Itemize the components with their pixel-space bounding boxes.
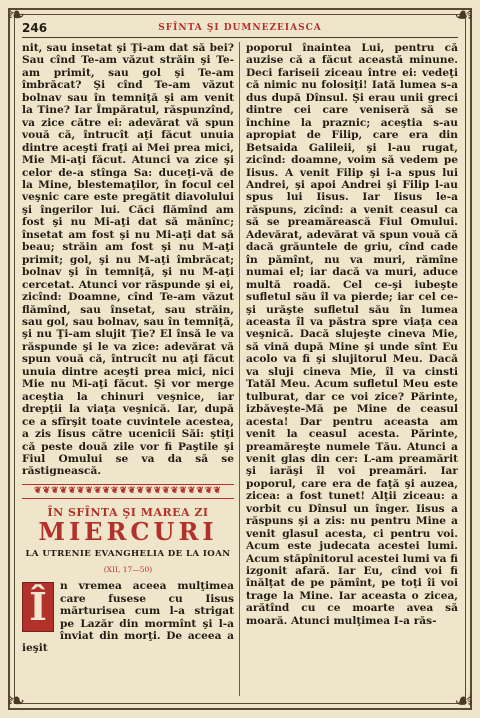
- ornamental-divider: ❦❦❦❦❦❦❦❦❦❦❦❦❦❦❦❦❦❦❦❦❦❦: [22, 484, 234, 499]
- left-column: [22, 42, 234, 696]
- page-header: [22, 20, 458, 38]
- scripture-reference: (XII, 17—50): [103, 564, 153, 574]
- gospel-start-text: n vremea aceea mulţimea care fusese cu Iisus mărturisea cum l-a strigat pe Lazăr din mormînt şi l-a înviat din morţi. De aceea a ieşit: [22, 580, 234, 655]
- corner-flourish-icon: ❧: [6, 3, 26, 28]
- corner-flourish-icon: ❧: [6, 689, 26, 714]
- text-columns: [22, 42, 458, 696]
- right-column: [246, 42, 458, 696]
- feast-day: MIERCURI: [38, 517, 218, 547]
- corner-flourish-icon: ☙: [454, 689, 474, 714]
- header-rule: [22, 37, 458, 38]
- feast-title: ÎN SFÎNTA ŞI MAREA ZI: [47, 505, 209, 519]
- page-number: 246: [22, 21, 48, 35]
- column-divider: [239, 42, 240, 696]
- gospel-reading: [22, 580, 234, 655]
- gospel-heading: LA UTRENIE EVANGHELIA DE LA IOAN: [25, 549, 231, 560]
- corner-flourish-icon: ☙: [454, 3, 474, 28]
- running-title: SFÎNTA ŞI DUMNEZEIASCA: [158, 23, 322, 33]
- drop-cap: Î: [22, 582, 54, 632]
- right-column-text: poporul înaintea Lui, pentru că auzise că a făcut această minune. Deci fariseii ziceau între ei: vedeţi că nimic nu folosiţi! Iată lumea s-a dus după Dînsul. Şi erau unii greci dintre cei care veniseră să se închine la praznic; aceştia s-au apropiat de Filip, care era din Betsaida Galileii, şi l-au rugat, zicînd: doamne, voim să vedem pe Iisus. A venit Filip şi i-a spus lui Andrei, şi apoi Andrei şi Filip l-au spus lui Iisus. Iar Iisus le-a răspuns, zicînd: a venit ceasul ca să se preamărească Fiul Omului. Adevărat, adevărat vă spun vouă că dacă grăuntele de griu, cînd cade în pămînt, nu va muri, rămîne numai el; iar dacă va muri, aduce multă roadă. Cel ce-şi iubeşte sufletul său îl va pierde; iar cel ce-şi urăşte sufletul său în lumea aceasta îl va păstra spre viaţa cea veşnică. Dacă slujeşte cineva Mie, să vină după Mine şi unde sînt Eu acolo va fi şi slujitorul Meu. Dacă va sluji cineva Mie, îl va cinsti Tatăl Meu. Acum sufletul Meu este tulburat, dar ce voi zice? Părinte, izbăveşte-Mă pe Mine de ceasul acesta! Dar pentru aceasta am venit la ceasul acesta. Părinte, preamăreşte numele Tău. Atunci a venit glas din cer: L-am preamărit şi iarăşi îl voi preamări. Iar poporul, care era de faţă şi auzea, zicea: a fost tunet! Alţii ziceau: a vorbit cu Dînsul un înger. Iisus a răspuns şi a zis: nu pentru Mine a venit glasul acesta, ci pentru voi. Acum este judecata acestei lumi. Acum stăpînitorul acestei lumi va fi izgonit afară. Iar Eu, cînd voi fi înălţat de pe pămînt, pe toţi îi voi trage la Mine. Iar aceasta o zicea, arătînd cu ce moarte avea să moară. Atunci mulţimea I-a răs-: [246, 42, 458, 627]
- left-column-text: nit, sau insetat şi Ţi-am dat să bei? Sau cînd Te-am văzut străin şi Te-am primit, sau gol şi Te-am îmbrăcat? Şi cînd Te-am văzut bolnav sau în temniţă şi am venit la Tine? Iar Împăratul, răspunzînd, va zice către ei: adevărat vă spun vouă că, întrucît aţi făcut unuia dintre aceşti fraţi ai Mei prea mici, Mie Mi-aţi făcut. Atunci va zice şi celor de-a stînga Sa: duceţi-vă de la Mine, blestemaţilor, în focul cel veşnic care este pregătit diavolului şi îngerilor lui. Căci flămînd am fost şi nu Mi-aţi dat să mănînc; însetat am fost şi nu Mi-aţi dat să beau; străin am fost şi nu M-aţi primit; gol, şi nu M-aţi îmbrăcat; bolnav şi în temniţă, şi nu M-aţi cercetat. Atunci vor răspunde şi ei, zicînd: Doamne, cînd Te-am văzut flămînd, sau însetat, sau străin, sau gol, sau bolnav, sau în temniţă, şi nu Ţi-am slujit Ţie? El însă le va răspunde şi le va zice: adevărat vă spun vouă că, întrucît nu aţi făcut unuia dintre aceşti prea mici, nici Mie nu Mi-aţi făcut. Şi vor merge aceştia la chinuri veşnice, iar drepţii la viaţa veşnică. Iar, după ce a sfîrşit toate cuvintele acestea, a zis Iisus către ucenicii Săi: ştiţi că peste două zile vor fi Paştile şi Fiul Omului se va da să se răstignească.: [22, 42, 234, 478]
